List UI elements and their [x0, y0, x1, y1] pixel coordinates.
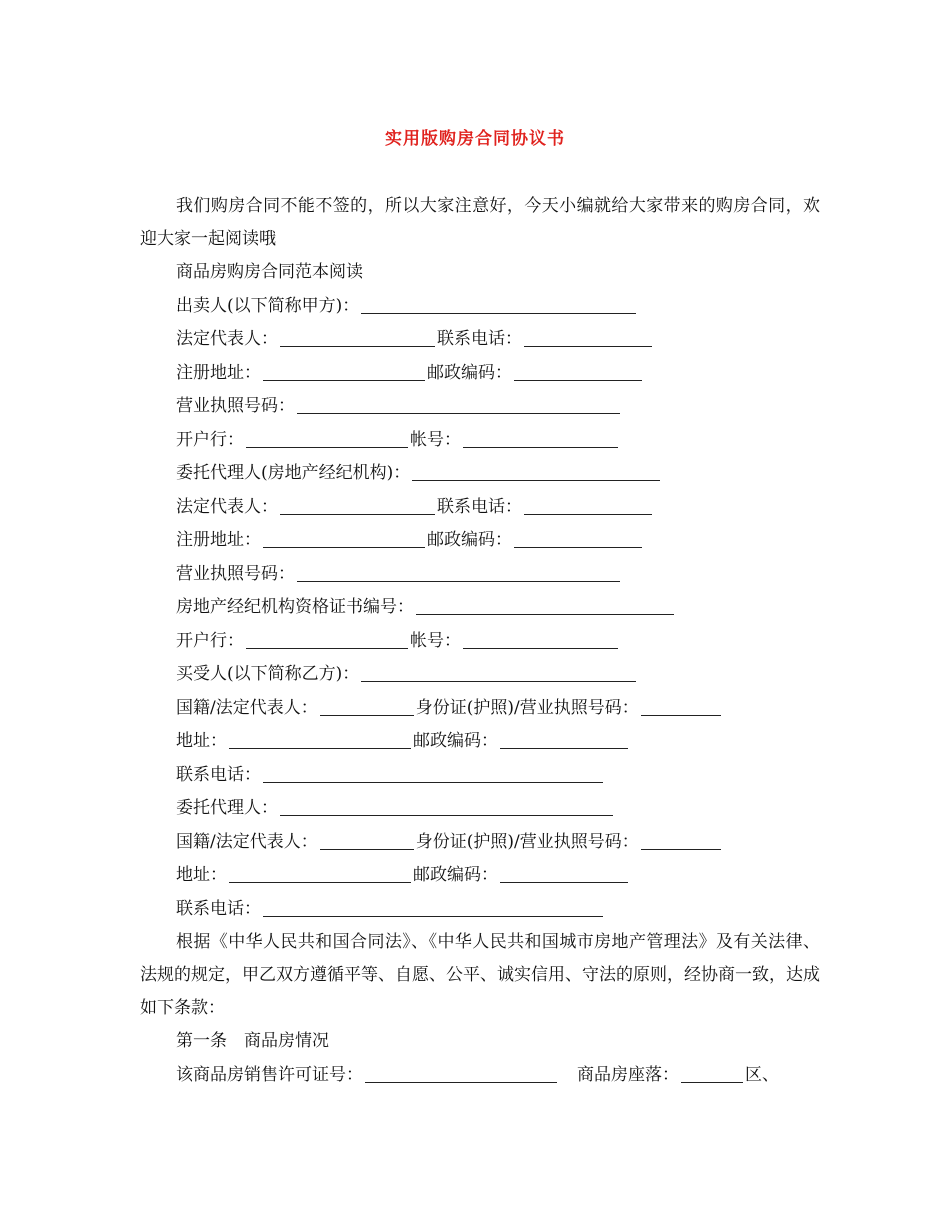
- document-body: [140, 190, 820, 1092]
- nationality-label: 国籍/法定代表人：: [176, 697, 318, 718]
- phone-blank[interactable]: [263, 900, 603, 917]
- permit-label: 该商品房销售许可证号：: [176, 1064, 363, 1085]
- reg-address-label: 注册地址：: [176, 362, 261, 383]
- nationality-label: 国籍/法定代表人：: [176, 831, 318, 852]
- license-label: 营业执照号码：: [176, 396, 295, 416]
- account-blank[interactable]: [463, 632, 618, 649]
- postcode-label: 邮政编码：: [427, 362, 512, 383]
- account-blank[interactable]: [463, 431, 618, 448]
- agent-cert-label: 房地产经纪机构资格证书编号：: [176, 597, 414, 617]
- address-label: 地址：: [176, 865, 227, 885]
- address-label: 地址：: [176, 731, 227, 751]
- seller-bank-line: [140, 424, 820, 458]
- buyer-line: [140, 658, 820, 692]
- agent-label: 委托代理人：: [176, 798, 278, 818]
- phone-blank[interactable]: [524, 498, 652, 515]
- buyer-phone-line: [140, 759, 820, 793]
- district-blank[interactable]: [681, 1066, 743, 1083]
- seller-blank[interactable]: [361, 297, 636, 314]
- id-license-label: 身份证(护照)/营业执照号码：: [415, 697, 639, 718]
- permit-blank[interactable]: [365, 1066, 557, 1083]
- legal-rep-blank[interactable]: [280, 498, 435, 515]
- article1-heading: 第一条 商品房情况: [176, 1031, 329, 1051]
- bank-label: 开户行：: [176, 429, 244, 450]
- postcode-label: 邮政编码：: [413, 865, 498, 885]
- reg-address-blank[interactable]: [263, 531, 425, 548]
- agent-legal-rep-line: [140, 491, 820, 525]
- phone-label: 联系电话：: [176, 764, 261, 785]
- nationality-blank[interactable]: [320, 833, 414, 850]
- id-license-blank[interactable]: [641, 699, 721, 716]
- phone-label: 联系电话：: [176, 898, 261, 919]
- reg-address-blank[interactable]: [263, 364, 425, 381]
- agent-org-line: [140, 457, 820, 491]
- agent-cert-blank[interactable]: [416, 598, 674, 615]
- intro-paragraph: 我们购房合同不能不签的，所以大家注意好，今天小编就给大家带来的购房合同，欢迎大家一起阅读哦: [140, 196, 820, 249]
- legal-rep-label: 法定代表人：: [176, 496, 278, 517]
- buyer-address-line: [140, 725, 820, 759]
- agent-license-line: [140, 558, 820, 592]
- postcode-blank[interactable]: [514, 364, 642, 381]
- account-label: 帐号：: [410, 630, 461, 651]
- postcode-blank[interactable]: [500, 866, 628, 883]
- legal-rep-label: 法定代表人：: [176, 329, 278, 349]
- phone-blank[interactable]: [524, 330, 652, 347]
- buyer-agent-line: [140, 792, 820, 826]
- account-label: 帐号：: [410, 429, 461, 450]
- id-license-label: 身份证(护照)/营业执照号码：: [415, 831, 639, 852]
- article1-permit-line: [140, 1059, 820, 1093]
- license-label: 营业执照号码：: [176, 563, 295, 584]
- seller-legal-rep-line: [140, 323, 820, 357]
- phone-label: 联系电话：: [437, 496, 522, 517]
- nationality-blank[interactable]: [320, 699, 414, 716]
- agent-address-line: [140, 524, 820, 558]
- subtitle: 商品房购房合同范本阅读: [176, 262, 363, 282]
- agent-org-label: 委托代理人(房地产经纪机构)：: [176, 463, 411, 483]
- buyer-agent-nationality-line: [140, 826, 820, 860]
- seller-line: [140, 290, 820, 324]
- agent-cert-line: [140, 591, 820, 625]
- postcode-label: 邮政编码：: [427, 530, 512, 550]
- buyer-label: 买受人(以下简称乙方)：: [176, 664, 360, 684]
- agent-blank[interactable]: [280, 799, 613, 816]
- document-title: 实用版购房合同协议书: [385, 129, 565, 149]
- id-license-blank[interactable]: [641, 833, 721, 850]
- address-blank[interactable]: [229, 866, 411, 883]
- phone-label: 联系电话：: [437, 329, 522, 349]
- buyer-blank[interactable]: [361, 665, 636, 682]
- bank-blank[interactable]: [246, 431, 408, 448]
- license-blank[interactable]: [297, 397, 620, 414]
- agent-bank-line: [140, 625, 820, 659]
- buyer-agent-phone-line: [140, 893, 820, 927]
- seller-label: 出卖人(以下简称甲方)：: [176, 295, 360, 316]
- postcode-blank[interactable]: [500, 732, 628, 749]
- district-label: 区、: [745, 1064, 779, 1085]
- location-label: 商品房座落：: [577, 1064, 679, 1085]
- seller-address-line: [140, 357, 820, 391]
- postcode-label: 邮政编码：: [413, 731, 498, 751]
- agent-org-blank[interactable]: [412, 464, 660, 481]
- legal-rep-blank[interactable]: [280, 330, 435, 347]
- bank-blank[interactable]: [246, 632, 408, 649]
- address-blank[interactable]: [229, 732, 411, 749]
- license-blank[interactable]: [297, 565, 620, 582]
- law-paragraph: 根据《中华人民共和国合同法》、《中华人民共和国城市房地产管理法》及有关法律、法规的规定，甲乙双方遵循平等、自愿、公平、诚实信用、守法的原则，经协商一致，达成如下条款：: [140, 932, 820, 1018]
- seller-license-line: [140, 390, 820, 424]
- postcode-blank[interactable]: [514, 531, 642, 548]
- reg-address-label: 注册地址：: [176, 530, 261, 550]
- buyer-nationality-line: [140, 692, 820, 726]
- phone-blank[interactable]: [263, 766, 603, 783]
- bank-label: 开户行：: [176, 630, 244, 651]
- buyer-agent-address-line: [140, 859, 820, 893]
